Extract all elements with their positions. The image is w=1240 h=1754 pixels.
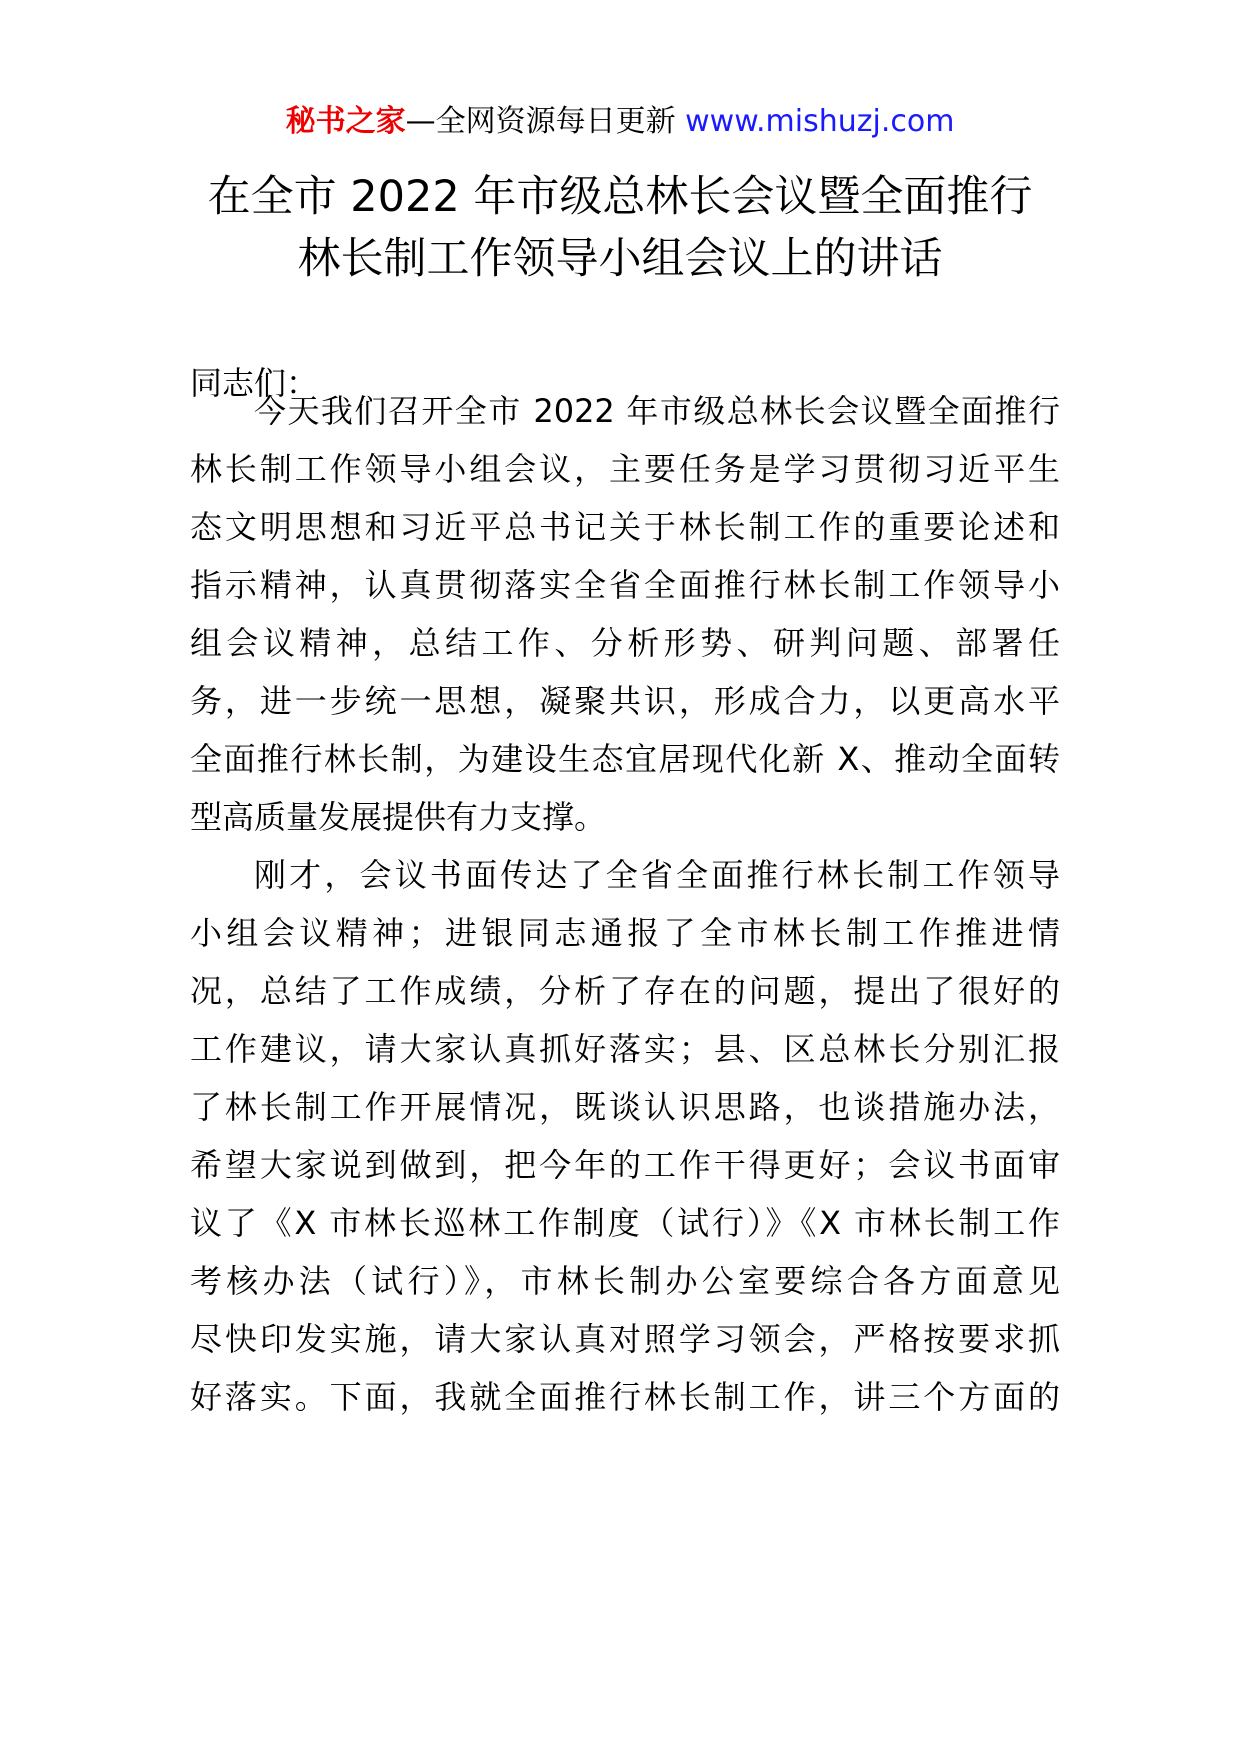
- paragraph-1-line: 型高质量发展提供有力支撑。: [190, 798, 607, 836]
- paragraph-1-line: 态文明思想和习近平总书记关于林长制工作的重要论述和: [190, 508, 1060, 546]
- site-header: [0, 100, 1240, 144]
- paragraph-1-line: 今天我们召开全市 2022 年市级总林长会议暨全面推行: [254, 392, 1060, 430]
- paragraph-1-line: 全面推行林长制，为建设生态宜居现代化新 X、推动全面转: [190, 740, 1060, 778]
- document-title-line-1: 在全市 2022 年市级总林长会议暨全面推行: [207, 172, 1033, 222]
- paragraph-2-line: 希望大家说到做到，把今年的工作干得更好；会议书面审: [190, 1146, 1060, 1184]
- paragraph-1-line: 林长制工作领导小组会议，主要任务是学习贯彻习近平生: [190, 450, 1060, 488]
- salutation: 同志们：: [190, 364, 319, 402]
- paragraph-2-line: 议了《X 市林长巡林工作制度（试行）》《X 市林长制工作: [190, 1204, 1060, 1242]
- paragraph-2-line: 了林长制工作开展情况，既谈认识思路，也谈措施办法，: [190, 1088, 1060, 1126]
- paragraph-1-line: 指示精神，认真贯彻落实全省全面推行林长制工作领导小: [190, 566, 1060, 604]
- paragraph-2-line: 考核办法（试行）》，市林长制办公室要综合各方面意见: [190, 1262, 1060, 1300]
- paragraph-2-line: 况，总结了工作成绩，分析了存在的问题，提出了很好的: [190, 972, 1060, 1010]
- paragraph-2-line: 尽快印发实施，请大家认真对照学习领会，严格按要求抓: [190, 1320, 1060, 1358]
- paragraph-1-line: 组会议精神，总结工作、分析形势、研判问题、部署任: [190, 624, 1060, 662]
- paragraph-2-line: 好落实。下面，我就全面推行林长制工作，讲三个方面的: [190, 1378, 1060, 1416]
- paragraph-1-line: 务，进一步统一思想，凝聚共识，形成合力，以更高水平: [190, 682, 1060, 720]
- document-title-line-2: 林长制工作领导小组会议上的讲话: [297, 234, 943, 284]
- header-slogan: —全网资源每日更新: [405, 104, 676, 139]
- paragraph-2-line: 工作建议，请大家认真抓好落实；县、区总林长分别汇报: [190, 1030, 1060, 1068]
- site-url-link[interactable]: www.mishuzj.com: [685, 104, 955, 139]
- paragraph-2-line: 小组会议精神；进银同志通报了全市林长制工作推进情: [190, 914, 1060, 952]
- paragraph-2-line: 刚才，会议书面传达了全省全面推行林长制工作领导: [254, 856, 1060, 894]
- brand-name: 秘书之家: [285, 104, 406, 139]
